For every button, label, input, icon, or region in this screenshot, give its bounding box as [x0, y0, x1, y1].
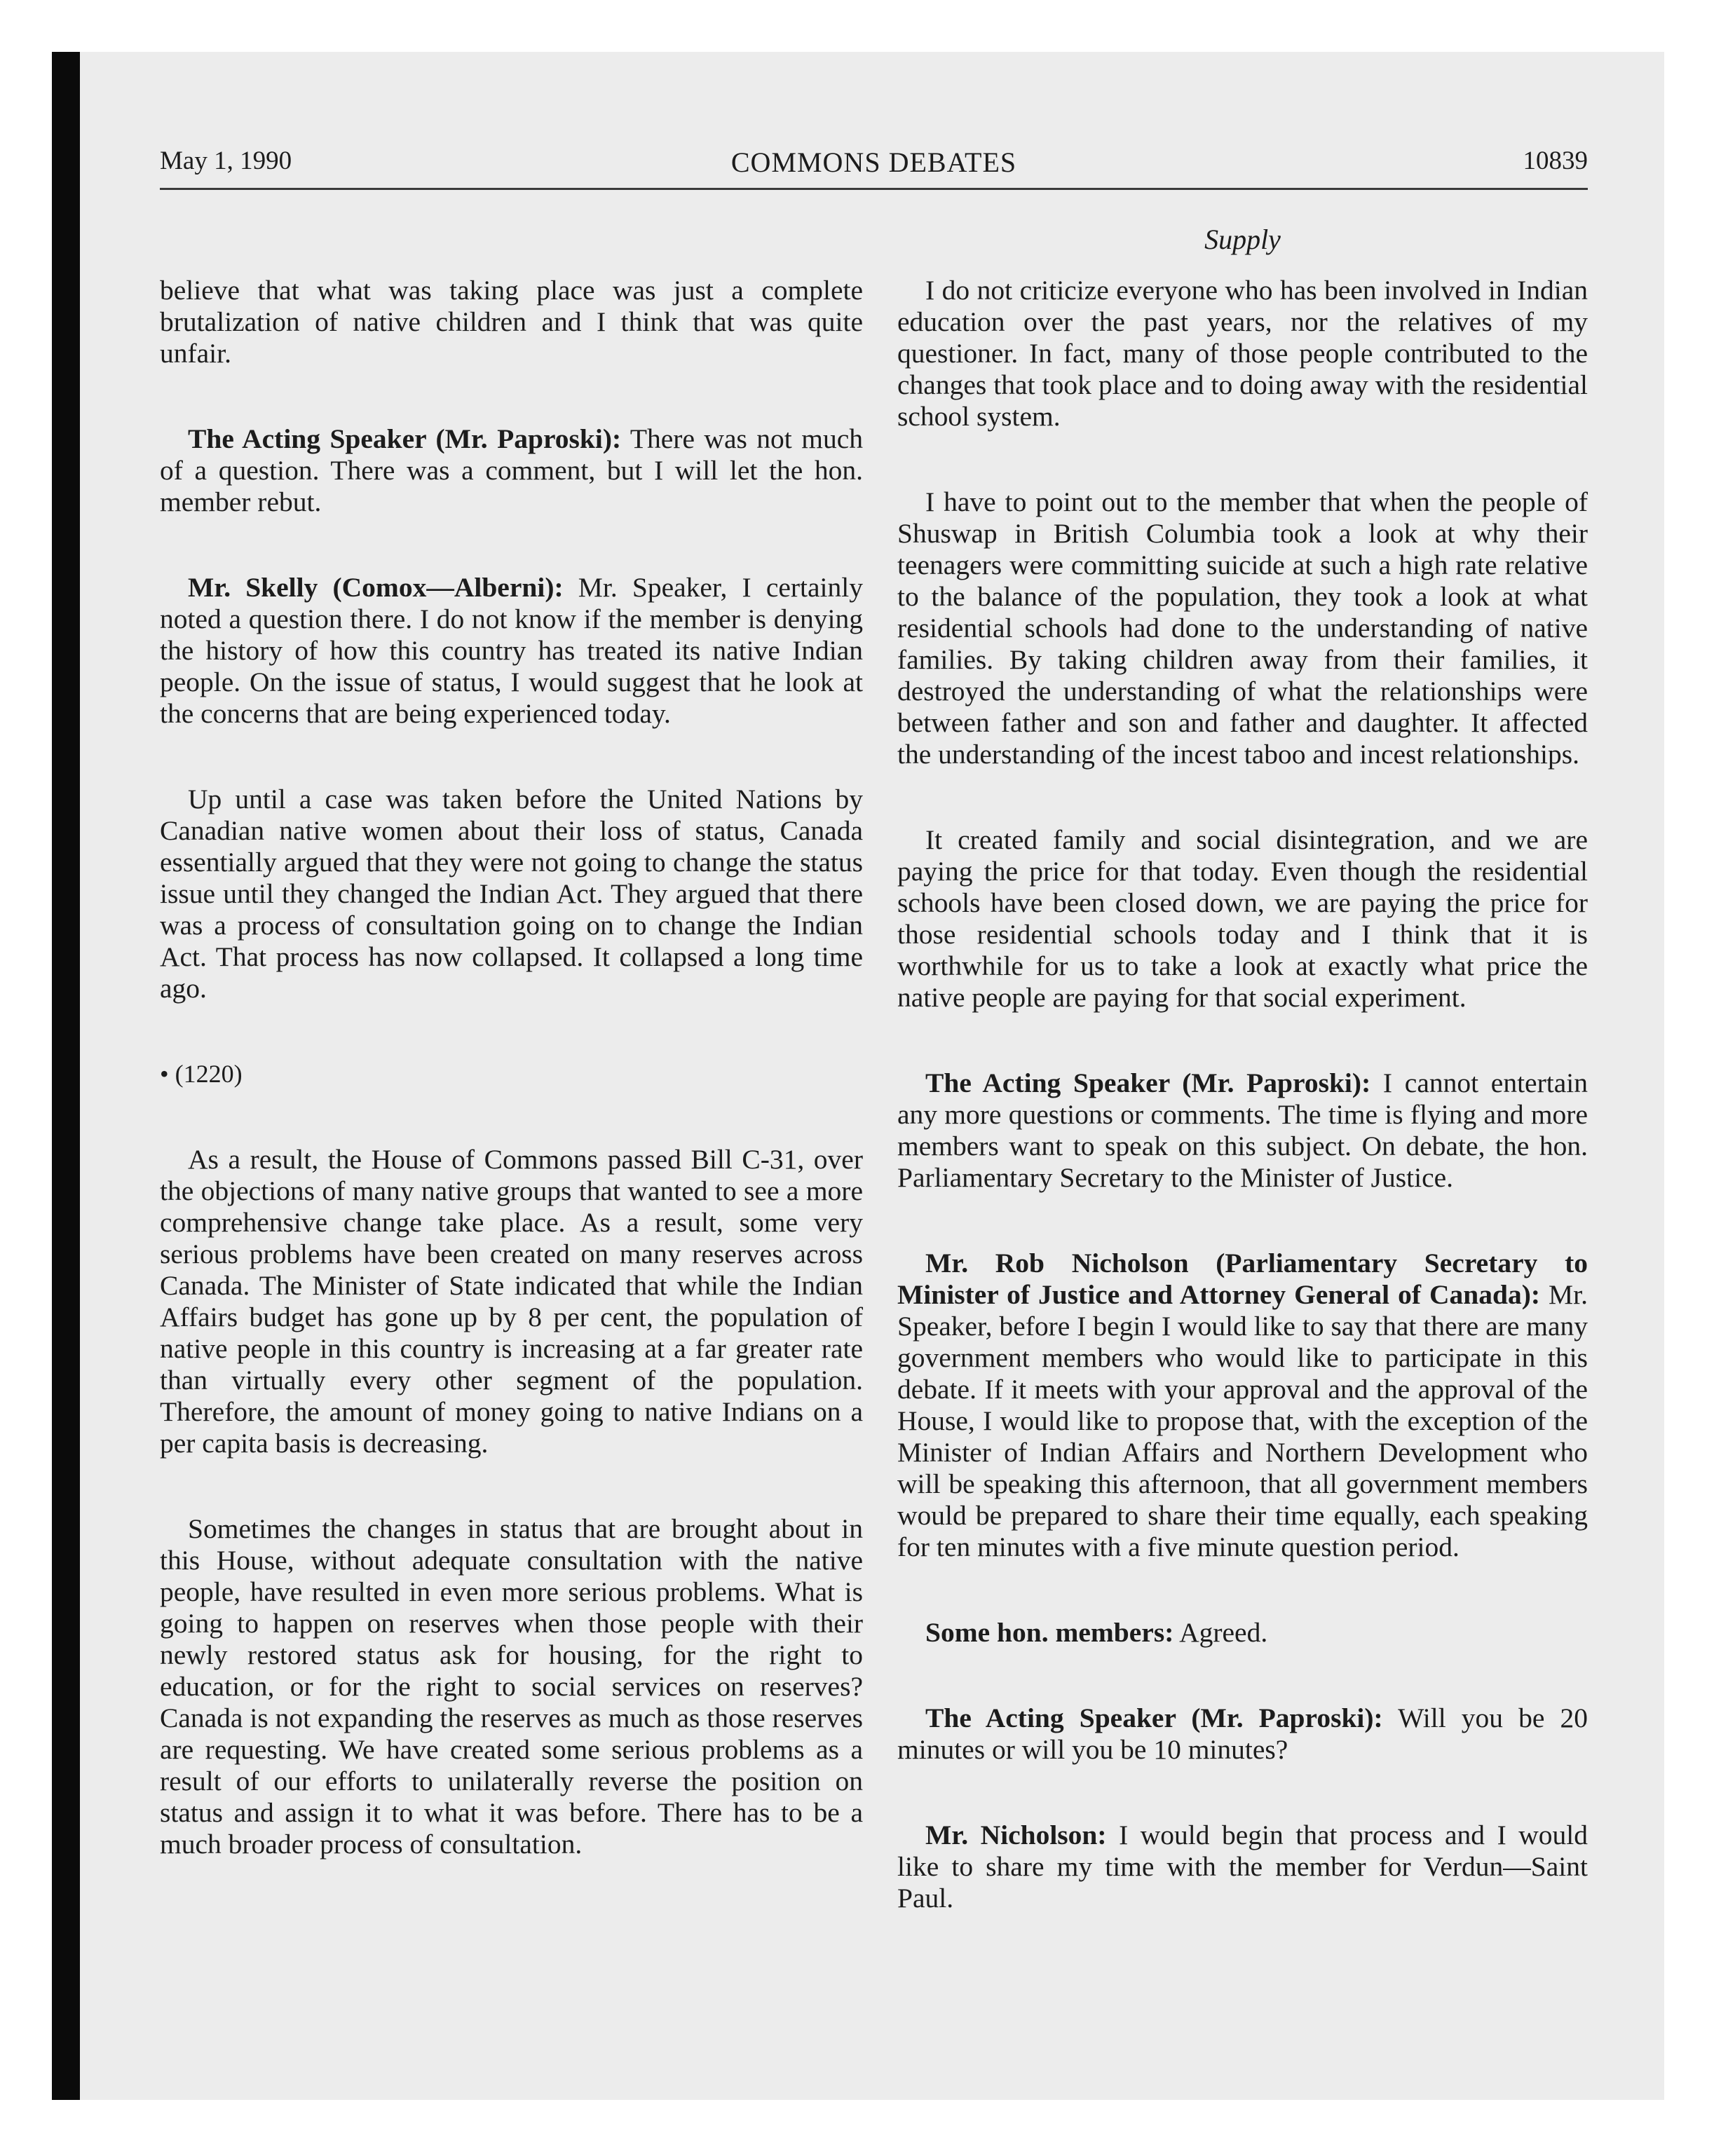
- paragraph: believe that what was taking place was just a complete brutalization of native children and I think that was quite unfair.: [160, 275, 863, 369]
- header-date: May 1, 1990: [160, 146, 292, 175]
- paragraph: I have to point out to the member that when the people of Shuswap in British Columbia took a look at why their teenagers were committing suicide at such a high rate relative to the balance of the population, they took a look at what residential schools had done to the understanding of native families. By taking children away from their families, it destroyed the understanding of what the relationships were between father and son and father and daughter. It affected the understanding of the incest taboo and incest relationships.: [897, 486, 1588, 770]
- speaker-name: The Acting Speaker (Mr. Paproski):: [925, 1703, 1383, 1733]
- speech-paragraph: [897, 1248, 1588, 1563]
- speech-text: I cannot entertain any more questions or comments. The time is flying and more members want to speak on this subject. On debate, the hon. Parliamentary Secretary to the Minister of Justice.: [897, 1067, 1588, 1193]
- speech-paragraph: [897, 1067, 1588, 1194]
- left-column: [160, 275, 863, 1914]
- paragraph: Up until a case was taken before the United Nations by Canadian native women about their loss of status, Canada essentially argued that they were not going to change the status issue until they changed the Indian Act. They argued that there was a process of consultation going on to change the Indian Act. That process has now collapsed. It collapsed a long time ago.: [160, 784, 863, 1004]
- speech-paragraph: [160, 572, 863, 730]
- speech-text: Mr. Speaker, I certainly noted a question there. I do not know if the member is denying the history of how this country has treated its native Indian people. On the issue of status, I would suggest that he look at the concerns that are being experienced today.: [160, 572, 863, 729]
- speech-text: There was not much of a question. There was a comment, but I will let the hon. member rebut.: [160, 423, 863, 517]
- header-title: COMMONS DEBATES: [730, 146, 1017, 178]
- speech-text: Will you be 20 minutes or will you be 10 minutes?: [897, 1703, 1588, 1765]
- paragraph: It created family and social disintegration, and we are paying the price for that today. Even though the residential schools have been closed down, we are paying the price for those residential schools today and I think that it is worthwhile for us to take a look at exactly what price the native people are paying for that social experiment.: [897, 824, 1588, 1013]
- speech-paragraph: [897, 1617, 1588, 1649]
- time-marker: • (1220): [160, 1060, 243, 1088]
- speaker-name: Mr. Skelly (Comox—Alberni):: [188, 572, 564, 603]
- speech-paragraph: [897, 1820, 1588, 1914]
- paragraph: Sometimes the changes in status that are brought about in this House, without adequate consultation with the native people, have resulted in even more serious problems. What is going to happen on reserves when those people with their newly restored status ask for housing, for the right to education, or for the right to social services on reserves? Canada is not expanding the reserves as much as those reserves are requesting. We have created some serious problems as a result of our efforts to unilaterally reverse the position on status and assign it to what it was before. There has to be a much broader process of consultation.: [160, 1513, 863, 1860]
- scan-edge-bar: [52, 52, 80, 2100]
- speaker-name: The Acting Speaker (Mr. Paproski):: [188, 423, 622, 454]
- paragraph: As a result, the House of Commons passed Bill C-31, over the objections of many native groups that wanted to see a more comprehensive change take place. As a result, some very serious problems have been created on many reserves across Canada. The Minister of State indicated that while the Indian Affairs budget has gone up by 8 per cent, the population of native people in this country is increasing at a far greater rate than virtually every other segment of the population. Therefore, the amount of money going to native Indians on a per capita basis is decreasing.: [160, 1144, 863, 1459]
- right-column: [897, 275, 1588, 1968]
- speech-text: Agreed.: [1173, 1617, 1268, 1648]
- speaker-name: The Acting Speaker (Mr. Paproski):: [925, 1067, 1371, 1098]
- speaker-name: Mr. Rob Nicholson (Parliamentary Secretary to Minister of Justice and Attorney General of Canada):: [897, 1248, 1588, 1310]
- header-page-number: 10839: [1523, 146, 1588, 175]
- paragraph: I do not criticize everyone who has been involved in Indian education over the past years, nor the relatives of my questioner. In fact, many of those people contributed to the changes that took place and to doing away with the residential school system.: [897, 275, 1588, 432]
- speech-paragraph: [897, 1703, 1588, 1766]
- running-header: [160, 146, 1588, 190]
- speaker-name: Some hon. members:: [925, 1617, 1174, 1648]
- section-heading: Supply: [1204, 224, 1281, 255]
- speech-text: I would begin that process and I would like to share my time with the member for Verdun—Saint Paul.: [897, 1820, 1588, 1913]
- speech-paragraph: [160, 423, 863, 518]
- speaker-name: Mr. Nicholson:: [925, 1820, 1107, 1850]
- speech-text: Mr. Speaker, before I begin I would like to say that there are many government members who would like to participate in this debate. If it meets with your approval and the approval of the House, I would like to propose that, with the exception of the Minister of Indian Affairs and Northern Development who will be speaking this afternoon, that all government members would be prepared to share their time equally, each speaking for ten minutes with a five minute question period.: [897, 1279, 1588, 1562]
